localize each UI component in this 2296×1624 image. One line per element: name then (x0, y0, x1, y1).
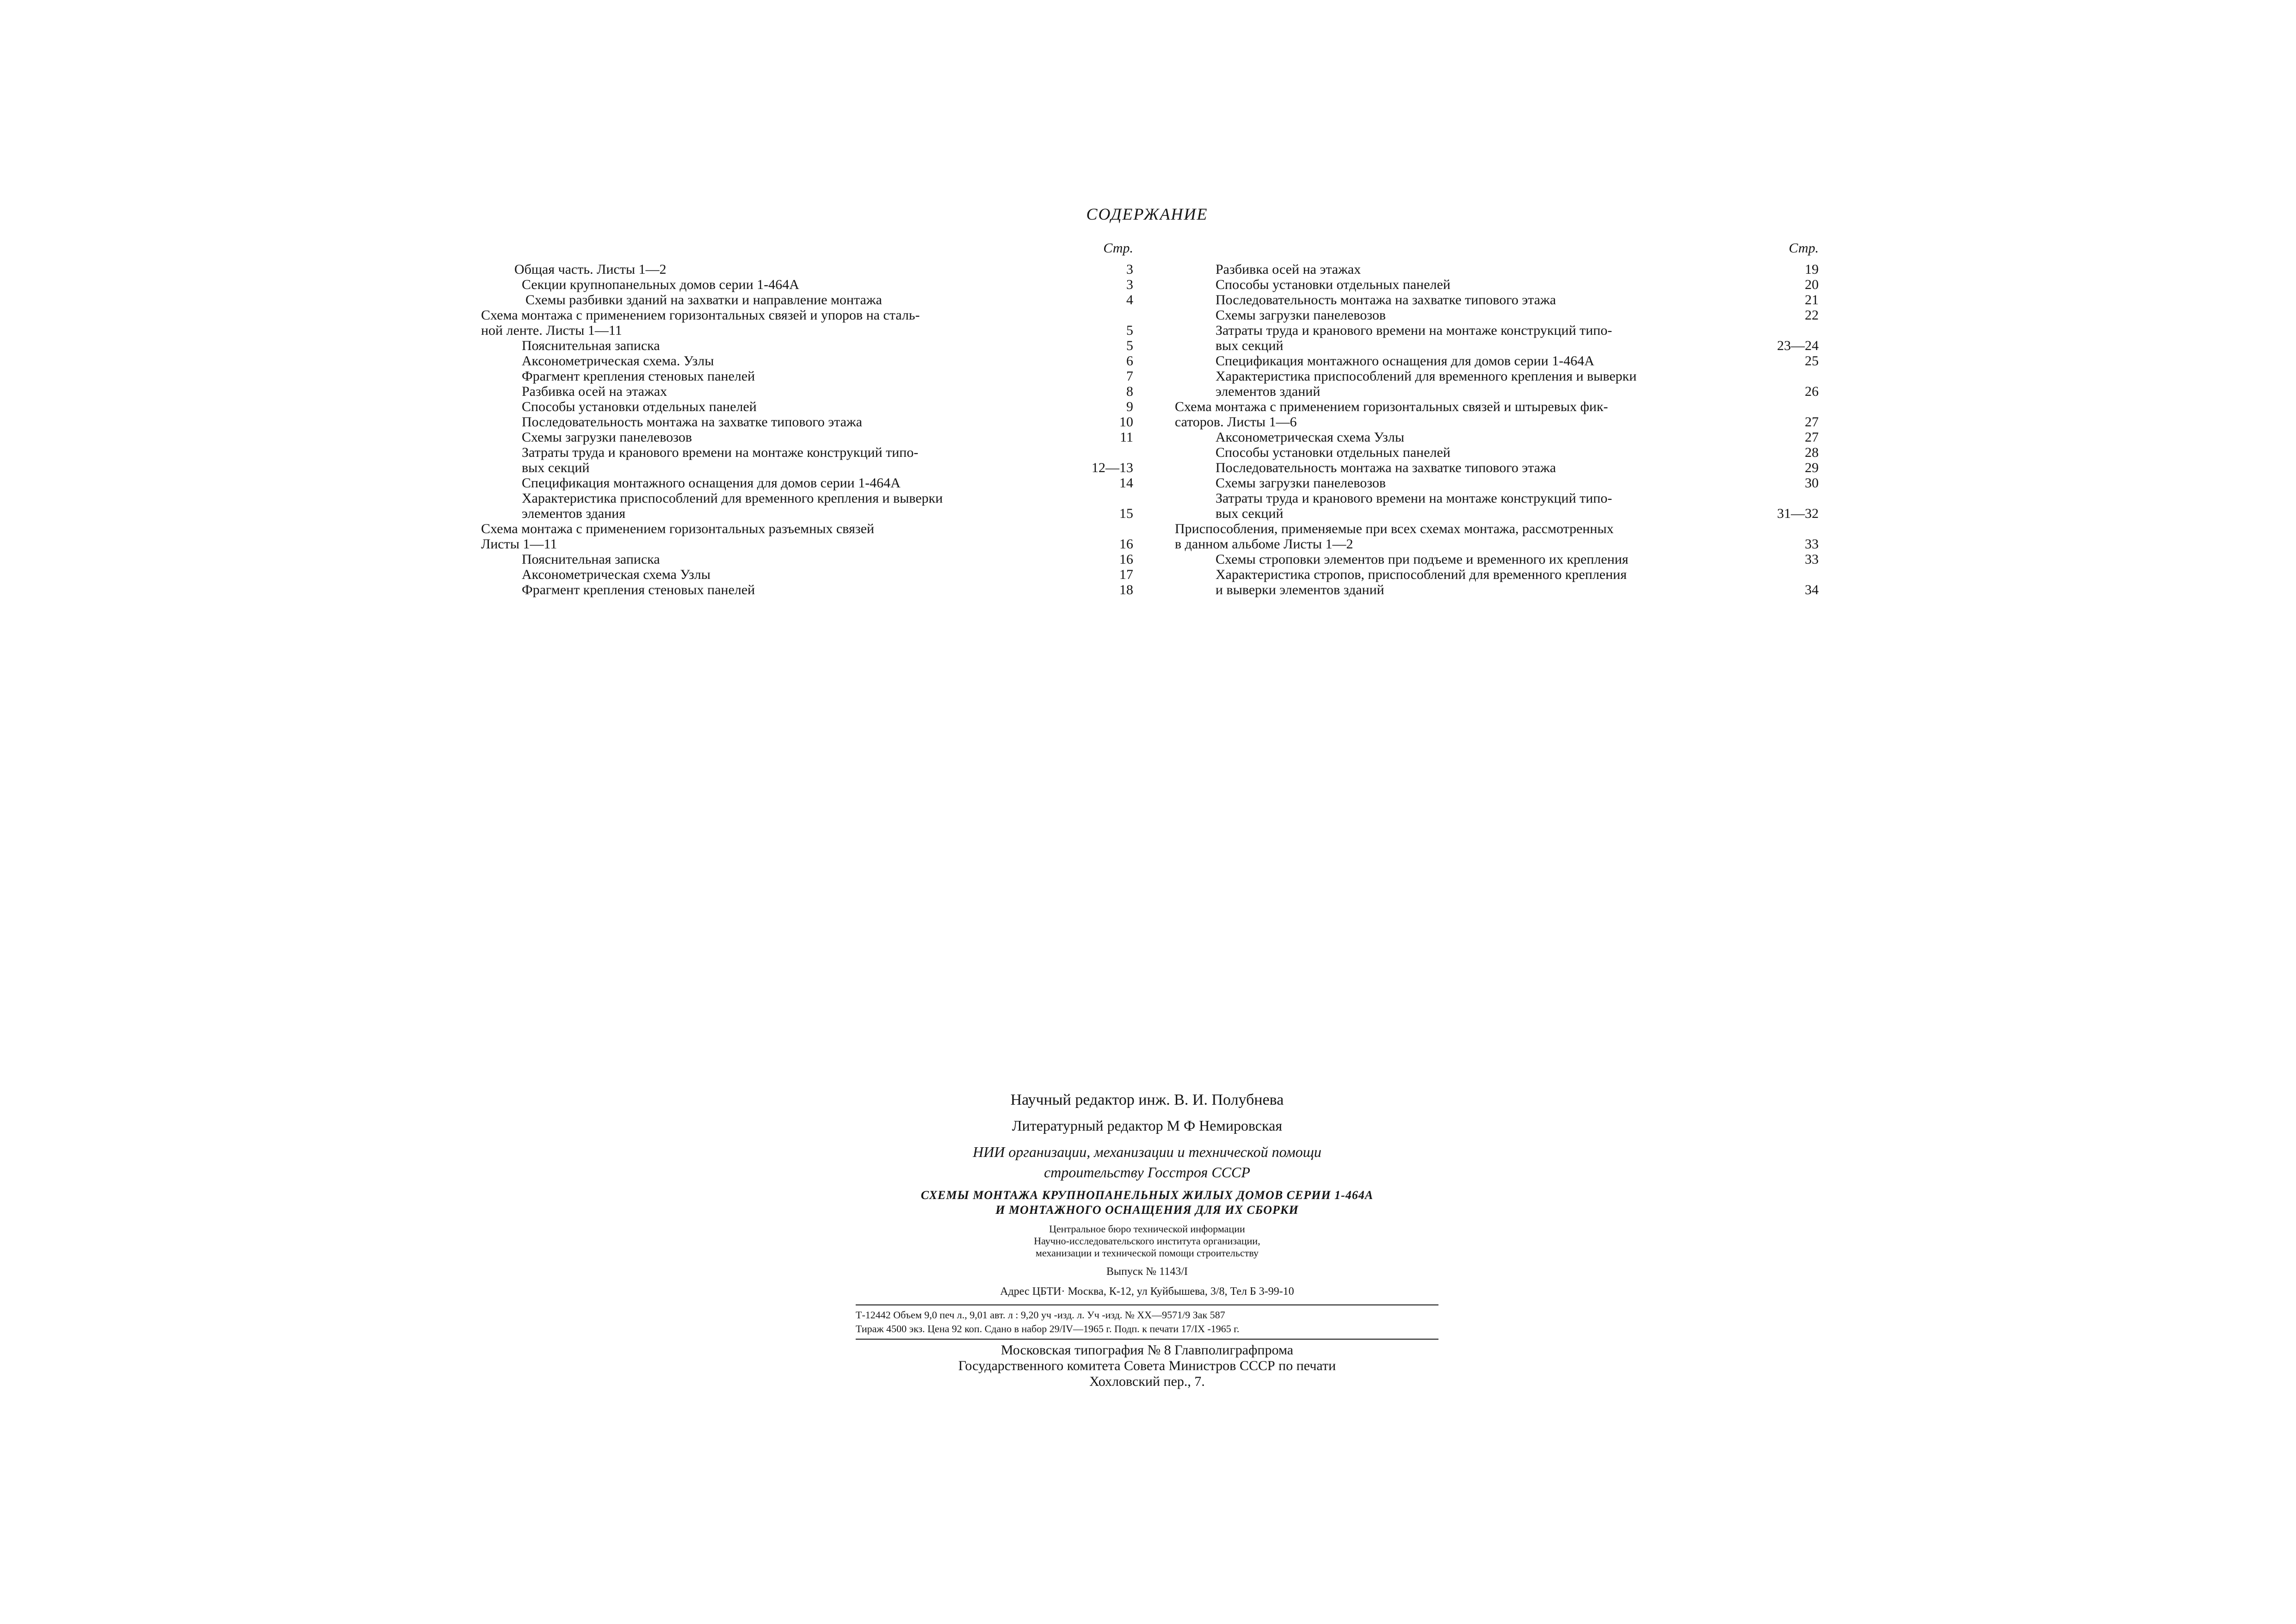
toc-entry (481, 369, 1133, 384)
imprint-block (823, 1091, 1471, 1390)
toc-entry (481, 552, 1133, 567)
toc-entry-title: Фрагмент крепления стеновых панелей (522, 369, 755, 384)
toc-entry-title: Фрагмент крепления стеновых панелей (522, 582, 755, 597)
toc-entry (481, 521, 1133, 552)
toc-entry (1175, 460, 1819, 475)
printer-line-1: Московская типография № 8 Главполиграфпрома (1000, 1342, 1294, 1358)
toc-entry-page: 7 (1126, 369, 1133, 384)
print-specs-line-2: Тираж 4500 экз. Цена 92 коп. Сдано в набор 29/IV—1965 г. Подп. к печати 17/IX -1965 г. (856, 1323, 1240, 1335)
toc-entry-page: 3 (1126, 277, 1133, 292)
toc-entry (481, 338, 1133, 353)
toc-entry (481, 308, 1133, 338)
toc-entry-page: 4 (1126, 292, 1133, 308)
printer-line-3: Хохловский пер., 7. (1089, 1374, 1205, 1389)
toc-entry-title: Последовательность монтажа на захватке типового этажа (522, 414, 863, 430)
toc-entry-page: 27 (1805, 414, 1819, 430)
publisher-bureau (823, 1223, 1471, 1259)
toc-entry-page: 33 (1805, 536, 1819, 552)
toc-entry-title: Разбивка осей на этажах (522, 384, 667, 399)
toc-entry-title: Схемы загрузки панелевозов (1216, 308, 1386, 323)
printing-house (823, 1342, 1471, 1390)
toc-entry-page: 29 (1805, 460, 1819, 475)
toc-entry-title: Аксонометрическая схема Узлы (522, 567, 710, 582)
bureau-line-2: Научно-исследовательского института организации, (1034, 1235, 1260, 1247)
toc-entry-page: 33 (1805, 552, 1819, 567)
toc-entry-page: 18 (1119, 582, 1133, 597)
institute (823, 1142, 1471, 1182)
toc-entry-title: Спецификация монтажного оснащения для домов серии 1-464А (1216, 353, 1594, 369)
toc-entry-title: Пояснительная записка (522, 338, 660, 353)
bureau-line-3: механизации и технической помощи строительству (1036, 1247, 1259, 1259)
toc-entry (481, 445, 1133, 475)
toc-entry-page: 27 (1805, 430, 1819, 445)
toc-entry-title: Затраты труда и кранового времени на монтаже конструкций типо- вых секций (522, 445, 919, 475)
toc-entry-page: 31—32 (1777, 506, 1819, 521)
bureau-line-1: Центральное бюро технической информации (1049, 1223, 1245, 1235)
toc-entry-page: 16 (1119, 552, 1133, 567)
toc-entry-page: 14 (1119, 475, 1133, 491)
toc-entry (1175, 292, 1819, 308)
toc-entry (1175, 475, 1819, 491)
toc-entry-title: Последовательность монтажа на захватке типового этажа (1216, 460, 1556, 475)
toc-entry-page: 11 (1120, 430, 1133, 445)
toc-entry-page: 5 (1126, 338, 1133, 353)
toc-entry (481, 292, 1133, 308)
page-column-header: Стр. (1103, 240, 1133, 256)
toc-entry (1175, 277, 1819, 292)
toc-entry-title: Спецификация монтажного оснащения для домов серии 1-464А (522, 475, 901, 491)
toc-entry (1175, 262, 1819, 277)
toc-entry-title: Затраты труда и кранового времени на монтаже конструкций типо- вых секций (1216, 491, 1612, 521)
toc-entry-page: 20 (1805, 277, 1819, 292)
toc-entry-page: 16 (1119, 536, 1133, 552)
toc-entry-title: Характеристика приспособлений для временного крепления и выверки элементов здания (522, 491, 943, 521)
toc-entry-page: 12—13 (1092, 460, 1133, 475)
toc-entry (1175, 491, 1819, 521)
toc-entry (1175, 353, 1819, 369)
print-specs (823, 1308, 1471, 1336)
toc-entry-page: 34 (1805, 582, 1819, 597)
toc-entry-page: 5 (1126, 323, 1133, 338)
toc-entry-title: Характеристика приспособлений для временного крепления и выверки элементов зданий (1216, 369, 1637, 399)
toc-entry-page: 17 (1119, 567, 1133, 582)
toc-entry (481, 582, 1133, 597)
toc-entry-page: 19 (1805, 262, 1819, 277)
toc-entry (1175, 445, 1819, 460)
toc-entry-title: Способы установки отдельных панелей (522, 399, 757, 414)
toc-entry (481, 567, 1133, 582)
toc-entry-page: 6 (1126, 353, 1133, 369)
toc-right-list (1175, 262, 1819, 597)
divider (856, 1339, 1438, 1340)
toc-entry (1175, 323, 1819, 353)
toc-entry (481, 491, 1133, 521)
toc-entry-title: Способы установки отдельных панелей (1216, 277, 1450, 292)
toc-entry-title: Схемы загрузки панелевозов (1216, 475, 1386, 491)
toc-entry (1175, 552, 1819, 567)
page-column-header: Стр. (1789, 240, 1819, 256)
toc-entry-title: Аксонометрическая схема Узлы (1216, 430, 1404, 445)
toc-entry-title: Последовательность монтажа на захватке типового этажа (1216, 292, 1556, 308)
toc-entry-title: Характеристика стропов, приспособлений для временного крепления и выверки элементов зданий (1216, 567, 1627, 597)
toc-entry-page: 21 (1805, 292, 1819, 308)
toc-entry (481, 399, 1133, 414)
toc-entry-title: Разбивка осей на этажах (1216, 262, 1361, 277)
toc-entry-title: Затраты труда и кранового времени на монтаже конструкций типо- вых секций (1216, 323, 1612, 353)
toc-entry-page: 25 (1805, 353, 1819, 369)
toc-entry-page: 22 (1805, 308, 1819, 323)
toc-entry-title: Способы установки отдельных панелей (1216, 445, 1450, 460)
institute-line-1: НИИ организации, механизации и технической помощи (973, 1144, 1321, 1160)
toc-entry-page: 8 (1126, 384, 1133, 399)
book-title-line-1: СХЕМЫ МОНТАЖА КРУПНОПАНЕЛЬНЫХ ЖИЛЫХ ДОМОВ СЕРИИ 1-464А (920, 1188, 1374, 1202)
toc-entry-title: Общая часть. Листы 1—2 (514, 262, 667, 277)
toc-entry (481, 414, 1133, 430)
toc-entry-title: Схемы загрузки панелевозов (522, 430, 692, 445)
toc-entry (1175, 308, 1819, 323)
toc-entry (1175, 567, 1819, 597)
toc-entry (481, 262, 1133, 277)
printer-line-2: Государственного комитета Совета Министров СССР по печати (958, 1358, 1336, 1373)
scientific-editor: Научный редактор инж. В. И. Полубнева (1010, 1091, 1284, 1108)
toc-entry-title: Схемы разбивки зданий на захватки и направление монтажа (525, 292, 882, 308)
toc-entry (481, 430, 1133, 445)
toc-entry-title: Приспособления, применяемые при всех схемах монтажа, рассмотренных в данном альбоме Листы 1—2 (1175, 521, 1614, 552)
publisher-address: Адрес ЦБТИ· Москва, К-12, ул Куйбышева, 3/8, Тел Б 3-99-10 (1000, 1286, 1294, 1298)
toc-entry (481, 384, 1133, 399)
contents-title: СОДЕРЖАНИЕ (1086, 205, 1208, 223)
divider (856, 1304, 1438, 1305)
toc-entry-page: 30 (1805, 475, 1819, 491)
toc-entry-title: Схема монтажа с применением горизонтальных связей и упоров на сталь- ной ленте. Листы 1—11 (481, 308, 920, 338)
toc-entry-title: Схема монтажа с применением горизонтальных разъемных связей Листы 1—11 (481, 521, 875, 552)
toc-entry-page: 15 (1119, 506, 1133, 521)
toc-entry-page: 23—24 (1777, 338, 1819, 353)
toc-entry-page: 26 (1805, 384, 1819, 399)
toc-entry (481, 475, 1133, 491)
toc-entry (481, 353, 1133, 369)
toc-entry (481, 277, 1133, 292)
issue-number: Выпуск № 1143/I (1106, 1266, 1188, 1278)
toc-entry-title: Аксонометрическая схема. Узлы (522, 353, 714, 369)
literary-editor: Литературный редактор М Ф Немировская (1012, 1117, 1283, 1134)
toc-entry (1175, 399, 1819, 430)
toc-left-list (481, 262, 1133, 597)
toc-entry-title: Пояснительная записка (522, 552, 660, 567)
toc-entry-page: 9 (1126, 399, 1133, 414)
institute-line-2: строительству Госстроя СССР (1044, 1164, 1250, 1181)
book-title (823, 1188, 1471, 1218)
print-specs-line-1: Т-12442 Объем 9,0 печ л., 9,01 авт. л : 9,20 уч -изд. л. Уч -изд. № ХХ—9571/9 Зак 587 (856, 1309, 1225, 1321)
book-title-line-2: И МОНТАЖНОГО ОСНАЩЕНИЯ ДЛЯ ИХ СБОРКИ (995, 1203, 1299, 1217)
toc-entry (1175, 369, 1819, 399)
toc-entry (1175, 521, 1819, 552)
toc-entry-title: Схема монтажа с применением горизонтальных связей и штыревых фик- саторов. Листы 1—6 (1175, 399, 1608, 430)
toc-entry (1175, 430, 1819, 445)
toc-entry-title: Секции крупнопанельных домов серии 1-464А (522, 277, 799, 292)
toc-entry-page: 10 (1119, 414, 1133, 430)
toc-entry-page: 28 (1805, 445, 1819, 460)
toc-entry-page: 3 (1126, 262, 1133, 277)
toc-entry-title: Схемы строповки элементов при подъеме и временного их крепления (1216, 552, 1629, 567)
